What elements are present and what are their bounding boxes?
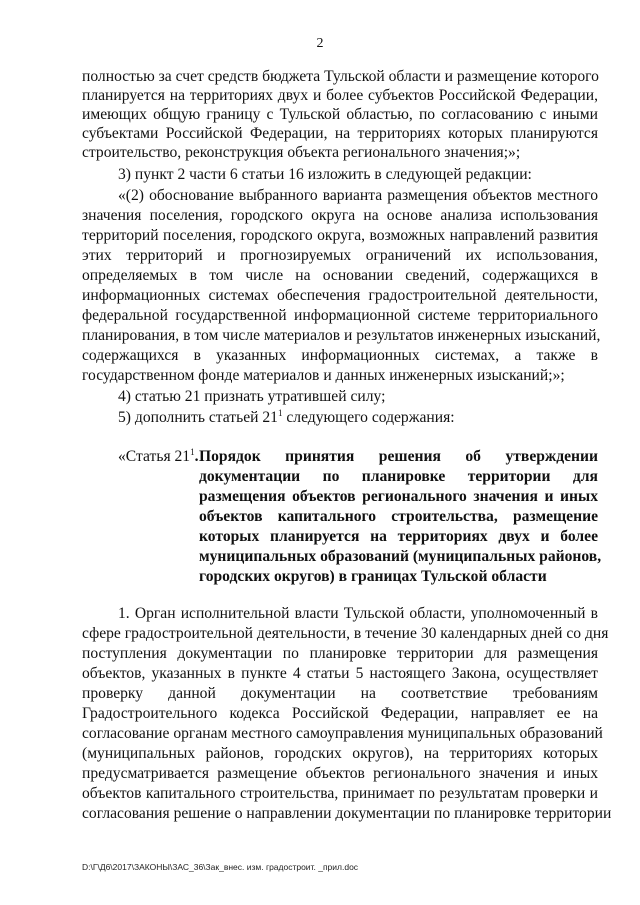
page-number: 2 [316,36,324,51]
article-title-line: объектов капитального строительства, размещение [199,508,598,525]
intro-line: имеющих общую границу с Тульской областью, по согласованию с иными [82,106,598,123]
quote-line: информационных системах обеспечения градостроительной деятельности, [82,287,598,304]
item-5-sup: 1 [277,408,283,418]
quote-line: содержащихся в указанных информационных системах, а также в [82,347,598,364]
part1-line: (муниципальных районов, городских округов), на территориях которых [82,745,598,762]
intro-line: субъектами Российской Федерации, на территориях которых планируются [82,125,598,142]
part1-line: предусматривается размещение объектов регионального значения и иных [82,765,598,782]
part1-line: 1. Орган исполнительной власти Тульской области, уполномоченный в [118,605,598,622]
intro-line: планируется на территориях двух и более субъектов Российской Федерации, [82,87,598,104]
article-title-line: муниципальных образований (муниципальных районов, [199,548,602,565]
quote-line: территорий поселения, городского округа, возможных направлений развития [82,227,598,244]
article-title-line: которых планируется на территориях двух и более [199,528,598,545]
part1-line: Градостроительного кодекса Российской Федерации, направляет ее на [82,705,598,722]
part1-line: поступления документации по планировке территории для размещения [82,645,598,662]
footer-file-path: D:\Г\Д6\2017\ЗАКОНЫ\ЗАС_36\Зак_внес. изм. градостроит. _прил.doc [82,862,359,872]
part1-line: объектов, указанных в пункте 4 статьи 5 настоящего Закона, осуществляет [82,665,598,682]
part1-line: проверку данной документации на соответствие требованиям [82,685,598,702]
article-prefix-dot: . [194,448,199,465]
part1-line: объектов капитального строительства, принимает по результатам проверки и [82,785,598,802]
item-5-text-end: следующего содержания: [282,409,455,426]
item-5-text: 5) дополнить статьей 21 [118,409,278,426]
article-title-line: городских округов) в границах Тульской области [199,568,547,585]
quote-line: этих территорий и прогнозируемых ограничений их использования, [82,247,598,264]
part1-line: согласования решение о направлении документации по планировке территории [82,805,612,822]
item-3: 3) пункт 2 части 6 статьи 16 изложить в следующей редакции: [118,166,532,183]
article-title-line: документации по планировке территории для [199,468,598,485]
intro-line: строительство, реконструкция объекта регионального значения;»; [82,144,521,161]
quote-line: определяемых в том числе на основании сведений, содержащихся в [82,267,598,284]
quote-line: значения поселения, городского округа на основе анализа использования [82,207,598,224]
quote-line: федеральной государственной информационной системе территориального [82,307,598,324]
article-prefix-sup: 1 [190,447,195,457]
article-prefix-text: «Статья 21 [118,448,191,465]
part1-line: сфере градостроительной деятельности, в течение 30 календарных дней со дня [82,625,609,642]
item-4: 4) статью 21 признать утратившей силу; [118,388,386,405]
article-title-line: размещения объектов регионального значения и иных [199,488,598,505]
part1-line: согласование органам местного самоуправления муниципальных образований [82,725,603,742]
article-prefix [118,447,199,466]
quote-line: государственном фонде материалов и данных инженерных изысканий;»; [82,367,565,384]
item-5 [118,408,598,427]
intro-line: полностью за счет средств бюджета Тульской области и размещение которого [82,68,599,85]
quote-line: «(2) обоснование выбранного варианта размещения объектов местного [118,187,598,204]
quote-line: планирования, в том числе материалов и результатов инженерных изысканий, [82,327,601,344]
article-title-line: Порядок принятия решения об утверждении [199,448,598,465]
